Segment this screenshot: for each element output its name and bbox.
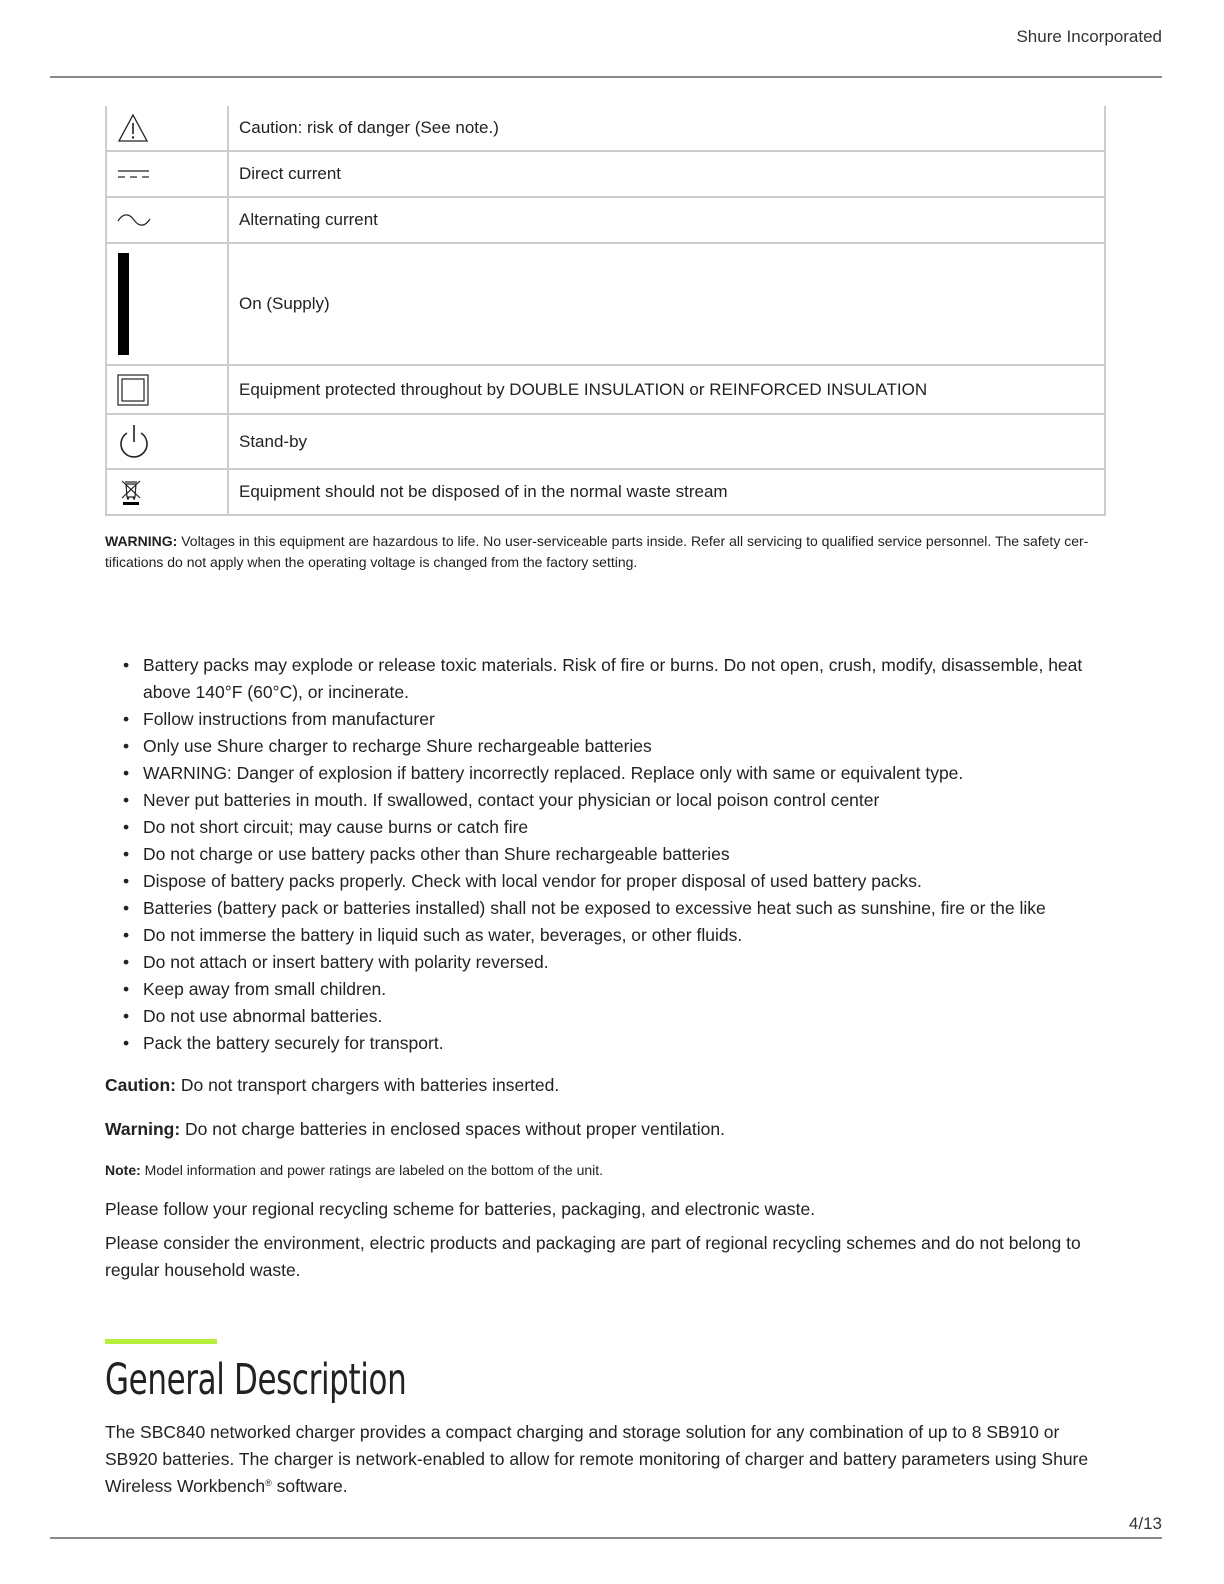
symbol-description: Alternating current xyxy=(228,197,1105,243)
header-company-name: Shure Incorporated xyxy=(1016,27,1162,46)
list-item: • Do not attach or insert battery with polarity reversed. xyxy=(143,949,1107,976)
weee-bin-icon xyxy=(117,477,227,507)
list-item: • Keep away from small children. xyxy=(143,976,1107,1003)
warning-label: Warning: xyxy=(105,1119,181,1139)
warning-text: Do not charge batteries in enclosed spaces without proper ventilation. xyxy=(180,1119,725,1139)
caution-label: Caution: xyxy=(105,1075,176,1095)
standby-icon xyxy=(117,423,227,461)
header-divider xyxy=(50,76,1162,78)
symbol-description: Caution: risk of danger (See note.) xyxy=(228,106,1105,151)
table-row xyxy=(106,414,1105,469)
symbol-description: On (Supply) xyxy=(228,243,1105,365)
list-item: • Batteries (battery pack or batteries installed) shall not be exposed to excessive heat such as sunshine, fire or the like xyxy=(143,895,1107,922)
description-text-end: software. xyxy=(271,1476,348,1496)
recycling-paragraph: Please follow your regional recycling scheme for batteries, packaging, and electronic waste. xyxy=(105,1199,816,1219)
section-accent-bar xyxy=(105,1339,217,1344)
list-item: • WARNING: Danger of explosion if battery incorrectly replaced. Replace only with same or equivalent type. xyxy=(143,760,1107,787)
table-row xyxy=(106,197,1105,243)
battery-warning-list xyxy=(105,652,1107,1057)
symbol-description: Equipment should not be disposed of in the normal waste stream xyxy=(228,469,1105,515)
symbol-table xyxy=(105,106,1106,516)
table-row xyxy=(106,151,1105,197)
ventilation-warning-paragraph xyxy=(105,1116,1110,1143)
on-supply-icon xyxy=(117,252,227,356)
warning-text: Voltages in this equipment are hazardous to life. No user-serviceable parts inside. Refer all servicing to qualified service personnel. The safety cer-tifications do not apply when the operating voltage is changed from the factory setting. xyxy=(105,533,1089,570)
list-item: • Do not use abnormal batteries. xyxy=(143,1003,1107,1030)
direct-current-icon xyxy=(117,167,227,181)
table-row xyxy=(106,243,1105,365)
registered-mark: ® xyxy=(265,1478,272,1488)
caution-text: Do not transport chargers with batteries inserted. xyxy=(175,1075,560,1095)
environment-paragraph: Please consider the environment, electric products and packaging are part of regional recycling schemes and do not belong to regular household waste. xyxy=(105,1233,1081,1280)
list-item: • Only use Shure charger to recharge Shure rechargeable batteries xyxy=(143,733,1107,760)
list-item: • Do not charge or use battery packs other than Shure rechargeable batteries xyxy=(143,841,1107,868)
note-label: Note: xyxy=(105,1162,141,1178)
voltage-warning-note xyxy=(105,531,1107,573)
symbol-description: Direct current xyxy=(228,151,1105,197)
double-insulation-icon xyxy=(117,374,227,406)
table-row xyxy=(106,106,1105,151)
list-item: • Do not immerse the battery in liquid such as water, beverages, or other fluids. xyxy=(143,922,1107,949)
table-row xyxy=(106,469,1105,515)
caution-paragraph xyxy=(105,1072,1110,1099)
general-description-paragraph xyxy=(105,1419,1110,1500)
warning-label: WARNING: xyxy=(105,533,178,549)
list-item: • Battery packs may explode or release toxic materials. Risk of fire or burns. Do not open, crush, modify, disassemble, heat above 140°F (60°C), or incinerate. xyxy=(143,652,1107,706)
alternating-current-icon xyxy=(117,213,227,227)
list-item: • Dispose of battery packs properly. Check with local vendor for proper disposal of used battery packs. xyxy=(143,868,1107,895)
section-title: General Description xyxy=(105,1355,407,1405)
list-item: • Never put batteries in mouth. If swallowed, contact your physician or local poison control center xyxy=(143,787,1107,814)
list-item: • Do not short circuit; may cause burns or catch fire xyxy=(143,814,1107,841)
footer-divider xyxy=(50,1537,1162,1539)
note-text: Model information and power ratings are labeled on the bottom of the unit. xyxy=(140,1162,604,1178)
description-text: The SBC840 networked charger provides a compact charging and storage solution for any combination of up to 8 SB910 or SB920 batteries. The charger is network-enabled to allow for remote monitoring of charger and battery parameters using Shure Wireless Workbench xyxy=(105,1422,1089,1496)
caution-triangle-icon xyxy=(117,113,227,143)
symbol-description: Stand-by xyxy=(228,414,1105,469)
note-paragraph xyxy=(105,1160,1110,1181)
list-item: • Pack the battery securely for transport. xyxy=(143,1030,1107,1057)
list-item: • Follow instructions from manufacturer xyxy=(143,706,1107,733)
table-row xyxy=(106,365,1105,414)
page-number: 4/13 xyxy=(1128,1514,1162,1533)
symbol-description: Equipment protected throughout by DOUBLE INSULATION or REINFORCED INSULATION xyxy=(228,365,1105,414)
